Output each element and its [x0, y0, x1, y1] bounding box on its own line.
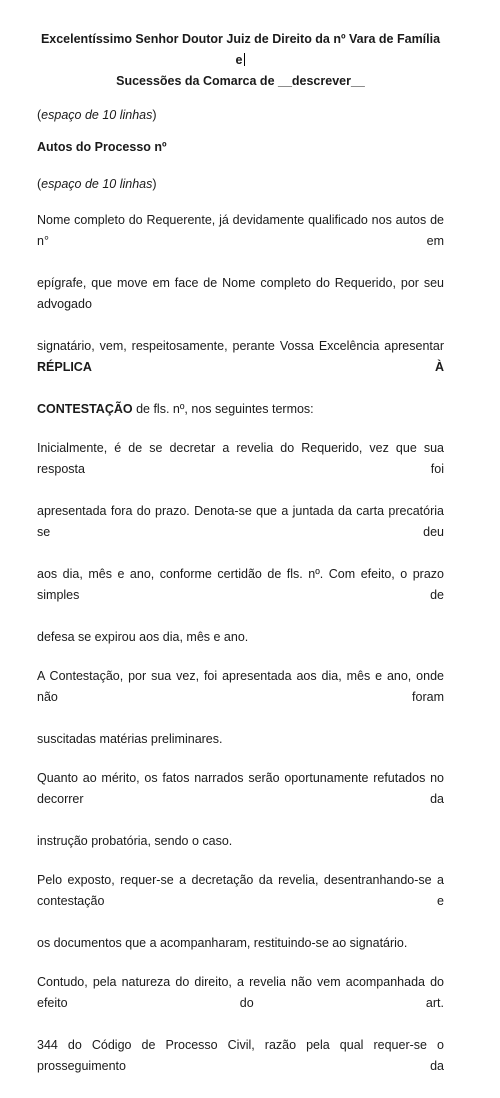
- paragraph-line: apresentada fora do prazo. Denota-se que a juntada da carta precatória se deu: [37, 504, 444, 539]
- paragraph-line: instrução probatória, sendo o caso.: [37, 834, 233, 848]
- paragraph-reply-intro: [37, 210, 444, 420]
- spacing-note-1: (espaço de 10 linhas): [37, 108, 157, 122]
- paragraph-line: Contudo, pela natureza do direito, a revelia não vem acompanhada do efeito do art.: [37, 975, 444, 1010]
- court-header-line-1: Excelentíssimo Senhor Doutor Juiz de Direito da nº Vara de Família e: [40, 32, 441, 67]
- process-title: Autos do Processo nº: [37, 140, 167, 154]
- paragraph-contestacao: [37, 666, 444, 750]
- text-cursor: [244, 53, 245, 66]
- paragraph-line: A Contestação, por sua vez, foi apresentada aos dia, mês e ano, onde não foram: [37, 669, 444, 704]
- court-header: [37, 0, 444, 92]
- paragraph-line: suscitadas matérias preliminares.: [37, 732, 223, 746]
- paragraph-line: aos dia, mês e ano, conforme certidão de fls. nº. Com efeito, o prazo simples de: [37, 567, 444, 602]
- paragraph-merito: [37, 768, 444, 852]
- paragraph-line: Inicialmente, é de se decretar a revelia do Requerido, vez que sua resposta foi: [37, 441, 444, 476]
- paragraph-revelia: [37, 438, 444, 648]
- court-header-line-2: Sucessões da Comarca de __descrever__: [116, 74, 365, 88]
- paragraph-exposto: [37, 870, 444, 954]
- paragraph-line: CONTESTAÇÃO de fls. nº, nos seguintes termos:: [37, 402, 314, 416]
- paragraph-line: os documentos que a acompanharam, restituindo-se ao signatário.: [37, 936, 408, 950]
- paragraph-line: Nome completo do Requerente, já devidamente qualificado nos autos de n° em: [37, 213, 444, 248]
- paragraph-line: Pelo exposto, requer-se a decretação da revelia, desentranhando-se a contestação e: [37, 873, 444, 908]
- spacing-note-2: (espaço de 10 linhas): [37, 177, 157, 191]
- paragraph-line: defesa se expirou aos dia, mês e ano.: [37, 630, 249, 644]
- paragraph-line: Quanto ao mérito, os fatos narrados serão oportunamente refutados no decorrer da: [37, 771, 444, 806]
- paragraph-line: signatário, vem, respeitosamente, perante Vossa Excelência apresentar RÉPLICA À: [37, 339, 444, 374]
- paragraph-contudo: [37, 972, 444, 1098]
- paragraph-line: 344 do Código de Processo Civil, razão pela qual requer-se o prosseguimento da: [37, 1038, 444, 1073]
- paragraph-line: epígrafe, que move em face de Nome completo do Requerido, por seu advogado: [37, 276, 444, 311]
